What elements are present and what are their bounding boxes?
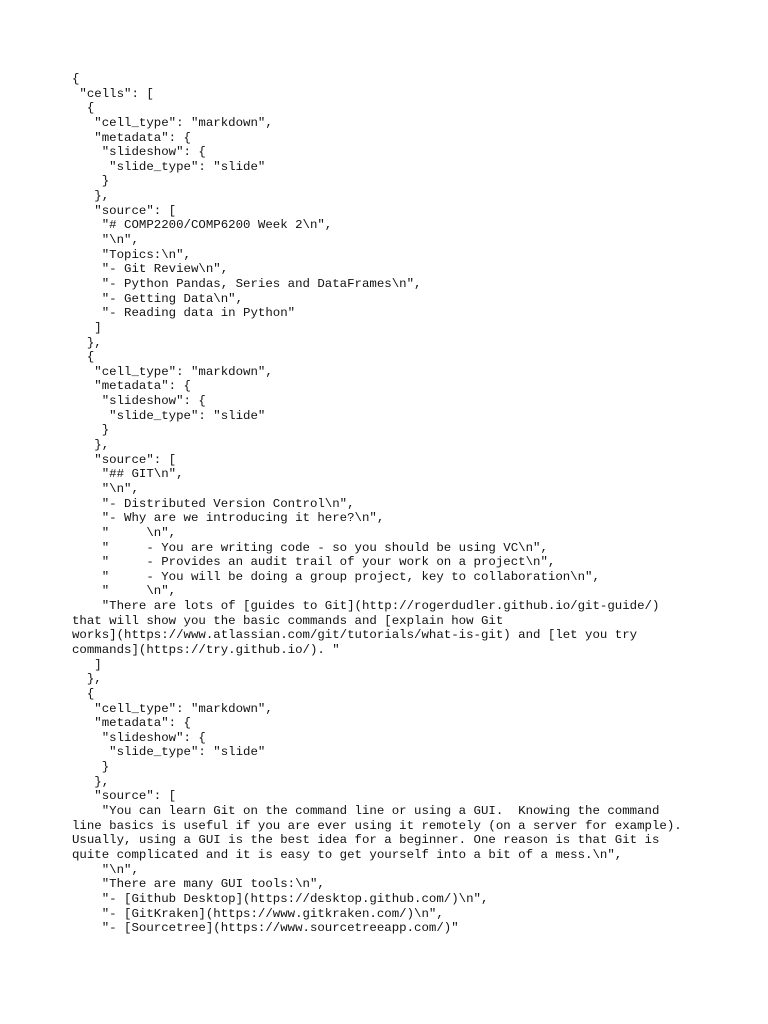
code-line: " - You will be doing a group project, key to collaboration\n",: [72, 569, 600, 584]
code-line: },: [72, 189, 110, 204]
code-line: {: [72, 686, 95, 701]
code-line: }: [72, 174, 110, 189]
code-line: "metadata": {: [72, 716, 191, 731]
code-line: "source": [: [72, 203, 177, 218]
code-line: " - Provides an audit trail of your work on a project\n",: [72, 555, 556, 570]
code-line: "- Why are we introducing it here?\n",: [72, 511, 385, 526]
code-line: that will show you the basic commands and [explain how Git: [72, 613, 504, 628]
code-line: works](https://www.atlassian.com/git/tutorials/what-is-git) and [let you try: [72, 628, 638, 643]
code-line: Usually, using a GUI is the best idea for a beginner. One reason is that Git is: [72, 833, 660, 848]
code-line: "metadata": {: [72, 130, 191, 145]
code-line: {: [72, 72, 80, 86]
code-line: ]: [72, 657, 102, 672]
document-page: [72, 72, 712, 936]
code-line: quite complicated and it is easy to get yourself into a bit of a mess.\n",: [72, 847, 623, 862]
code-line: "# COMP2200/COMP6200 Week 2\n",: [72, 218, 333, 233]
code-line: "\n",: [72, 233, 139, 248]
code-line: "\n",: [72, 481, 139, 496]
code-line: "cell_type": "markdown",: [72, 115, 273, 130]
code-line: "cell_type": "markdown",: [72, 701, 273, 716]
code-line: }: [72, 423, 110, 438]
code-line: "- [GitKraken](https://www.gitkraken.com/)\n",: [72, 906, 444, 921]
code-line: " - You are writing code - so you should be using VC\n",: [72, 540, 548, 555]
code-line: },: [72, 774, 110, 789]
code-line: "Topics:\n",: [72, 247, 191, 262]
code-line: commands](https://try.github.io/). ": [72, 642, 340, 657]
code-line: }: [72, 760, 110, 775]
code-line: "- Python Pandas, Series and DataFrames\n",: [72, 276, 422, 291]
code-line: "slideshow": {: [72, 394, 206, 409]
code-line: },: [72, 438, 110, 453]
code-line: "cell_type": "markdown",: [72, 364, 273, 379]
code-line: " \n",: [72, 525, 177, 540]
code-line: "slide_type": "slide": [72, 745, 266, 760]
code-line: "## GIT\n",: [72, 467, 184, 482]
code-line: "- [Github Desktop](https://desktop.github.com/)\n",: [72, 891, 489, 906]
code-line: {: [72, 350, 95, 365]
code-line: "- [Sourcetree](https://www.sourcetreeapp.com/)": [72, 921, 459, 936]
code-line: "- Distributed Version Control\n",: [72, 496, 355, 511]
code-line: },: [72, 335, 102, 350]
code-line: "source": [: [72, 452, 177, 467]
code-line: " \n",: [72, 584, 177, 599]
code-line: "metadata": {: [72, 379, 191, 394]
code-line: "\n",: [72, 862, 139, 877]
code-line: "You can learn Git on the command line or using a GUI. Knowing the command: [72, 804, 660, 819]
code-line: "slide_type": "slide": [72, 408, 266, 423]
code-line: {: [72, 101, 95, 116]
code-line: ]: [72, 320, 102, 335]
code-line: "slideshow": {: [72, 145, 206, 160]
code-line: "There are many GUI tools:\n",: [72, 877, 325, 892]
code-line: "source": [: [72, 789, 177, 804]
code-line: line basics is useful if you are ever using it remotely (on a server for example).: [72, 818, 682, 833]
code-line: "- Getting Data\n",: [72, 291, 244, 306]
code-line: "cells": [: [72, 86, 154, 101]
code-line: "slide_type": "slide": [72, 159, 266, 174]
code-line: "- Git Review\n",: [72, 262, 229, 277]
code-line: "- Reading data in Python": [72, 306, 296, 321]
code-line: "slideshow": {: [72, 730, 206, 745]
code-line: "There are lots of [guides to Git](http://rogerdudler.github.io/git-guide/): [72, 599, 660, 614]
code-line: },: [72, 672, 102, 687]
